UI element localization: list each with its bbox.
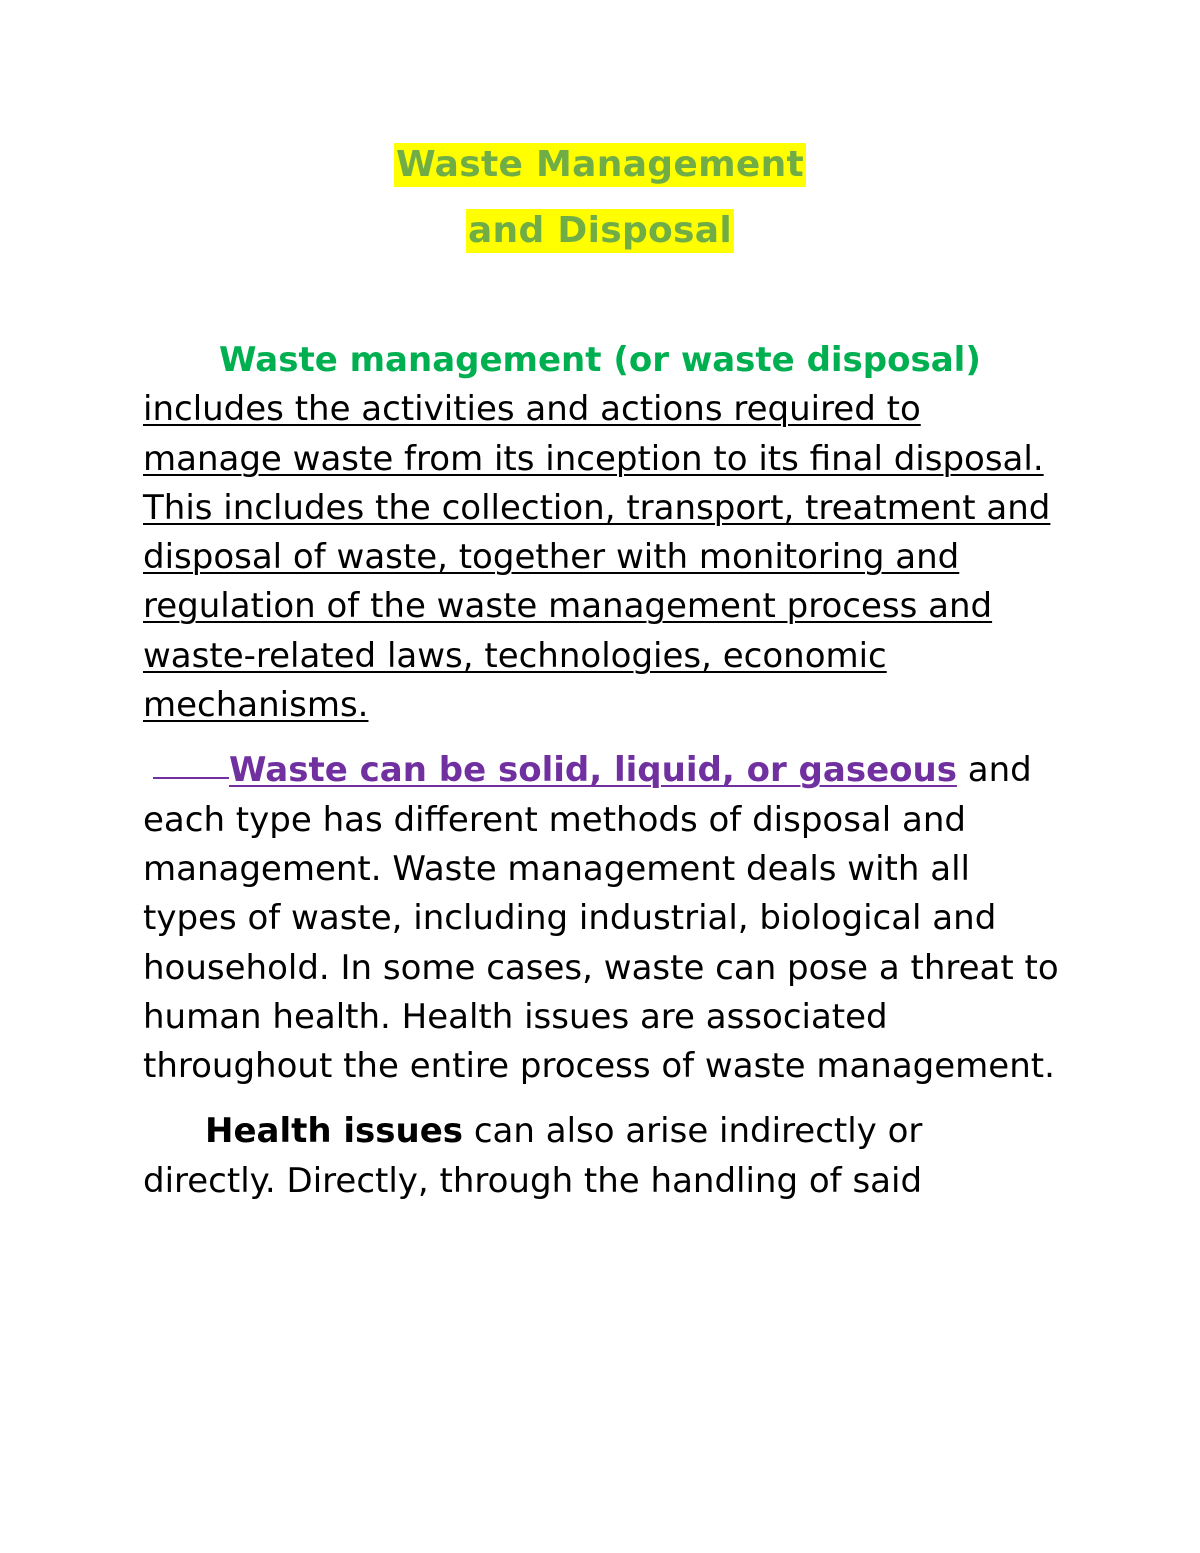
- paragraph-body-waste-types: and each type has different methods of disposal and management. Waste management deals with all types of waste, including industrial, biological and household. In some cases, waste can pose a threat to human health. Health issues are associated throughout the entire process of waste management.: [143, 750, 1059, 1087]
- underline-lead: [153, 767, 229, 779]
- paragraph-body-waste-management: includes the activities and actions required to manage waste from its inception to its final disposal. This includes the collection, transport, treatment and disposal of waste, together with monitoring and regulation of the waste management process and waste-related laws, technologies, economic mechanisms.: [143, 389, 1051, 726]
- paragraph-lead-health-issues: Health issues: [205, 1111, 464, 1152]
- paragraph-health-issues: [143, 1107, 1063, 1206]
- document-body: [143, 336, 1063, 1206]
- document-title: [0, 143, 1200, 256]
- paragraph-body-health-issues: can also arise indirectly or directly. Directly, through the handling of said: [143, 1111, 923, 1201]
- title-line-1: Waste Management: [395, 144, 805, 185]
- paragraph-lead-waste-management: Waste management (or waste disposal): [219, 340, 981, 380]
- paragraph-waste-types: [143, 746, 1063, 1091]
- title-line-2: and Disposal: [467, 210, 733, 251]
- paragraph-waste-management: [143, 336, 1063, 730]
- paragraph-lead-waste-types: Waste can be solid, liquid, or gaseous: [229, 750, 957, 791]
